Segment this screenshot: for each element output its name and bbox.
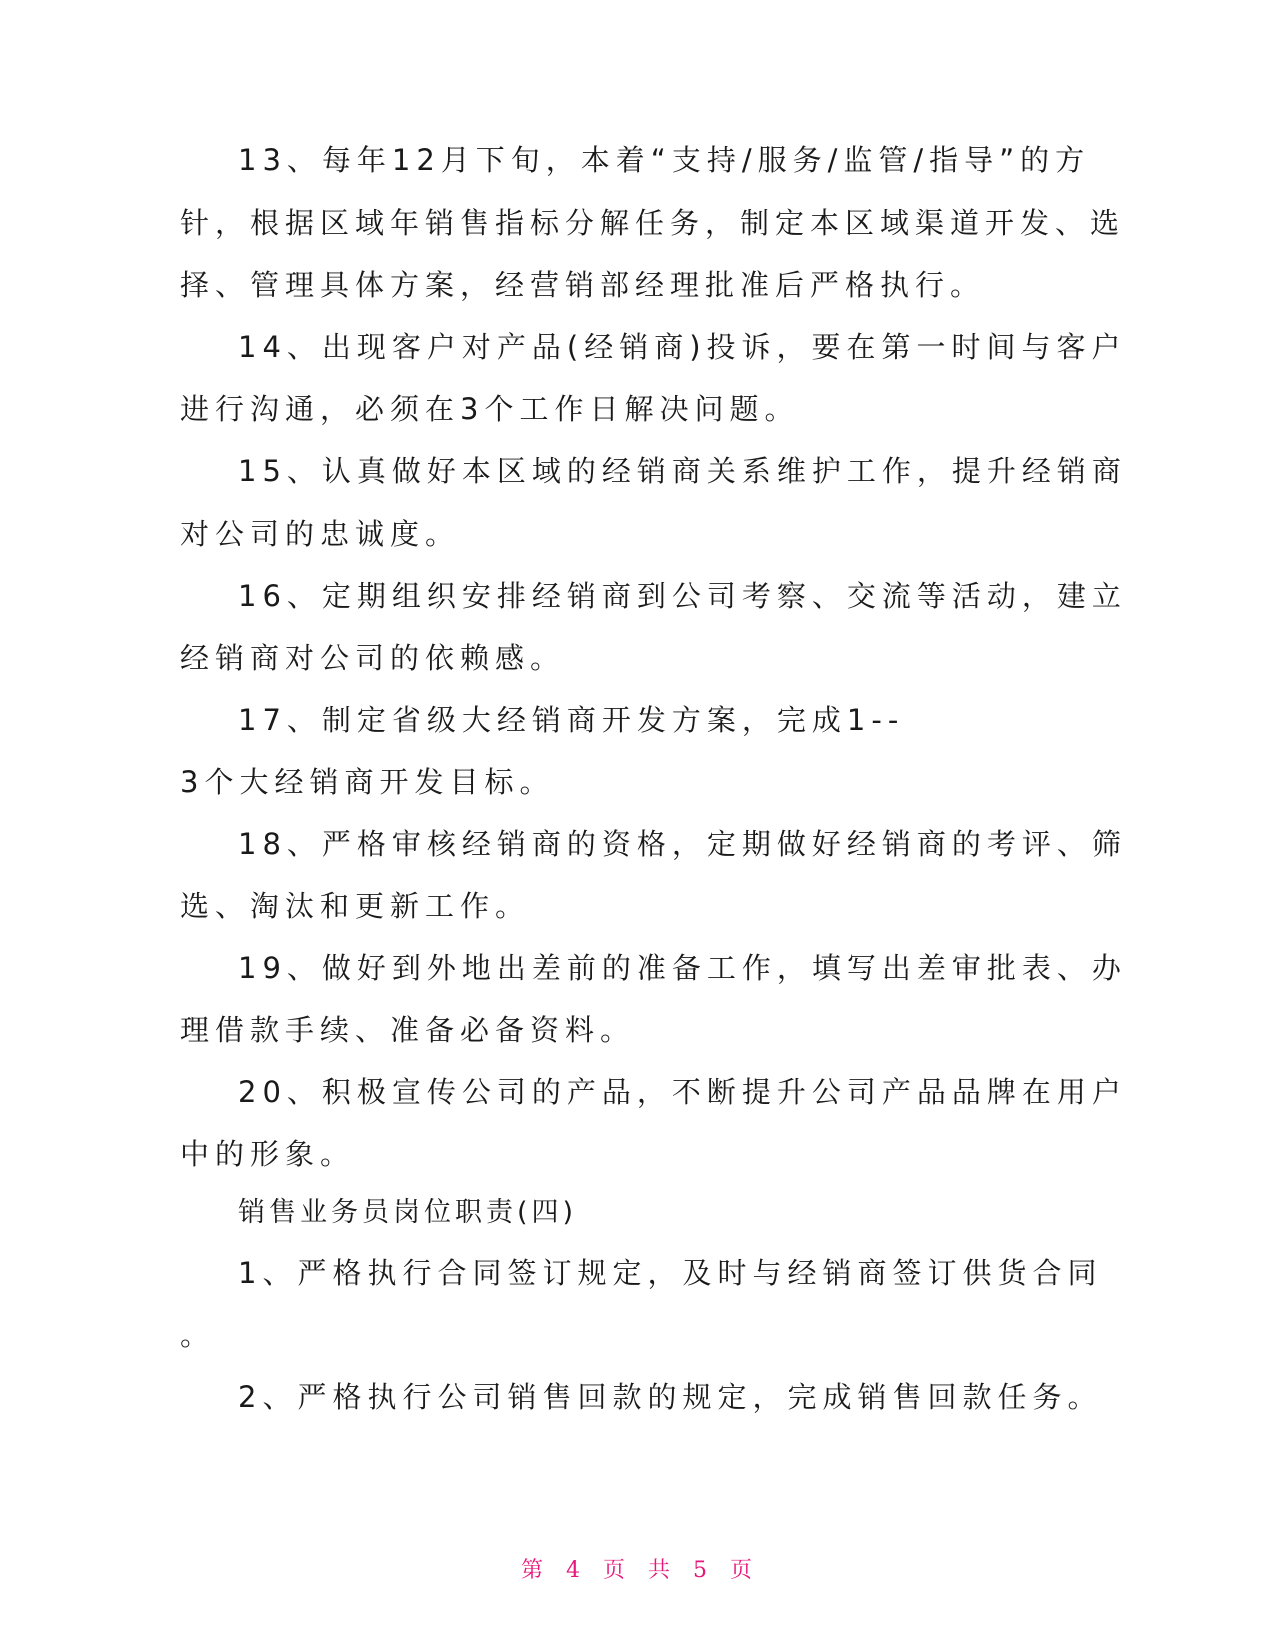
text-line: 1、严格执行合同签订规定，及时与经销商签订供货合同	[238, 1256, 1103, 1290]
footer-label-page: 第	[520, 1558, 545, 1583]
text-line: 。	[180, 1318, 216, 1352]
text-line: 20、积极宣传公司的产品，不断提升公司产品品牌在用户	[238, 1075, 1127, 1109]
text-line: 针，根据区域年销售指标分解任务，制定本区域渠道开发、选	[180, 206, 1126, 240]
text-line: 择、管理具体方案，经营销部经理批准后严格执行。	[180, 268, 986, 302]
text-line: 16、定期组织安排经销商到公司考察、交流等活动，建立	[238, 579, 1127, 613]
footer-total-pages: 5	[693, 1558, 710, 1583]
text-line: 13、每年12月下旬，本着“支持/服务/监管/指导”的方	[238, 143, 1091, 177]
text-line: 3个大经销商开发目标。	[180, 765, 555, 799]
text-line: 19、做好到外地出差前的准备工作，填写出差审批表、办	[238, 951, 1127, 985]
text-line: 18、严格审核经销商的资格，定期做好经销商的考评、筛	[238, 827, 1127, 861]
text-line: 经销商对公司的依赖感。	[180, 641, 566, 675]
footer-label-total: 共	[648, 1558, 673, 1583]
text-line: 15、认真做好本区域的经销商关系维护工作，提升经销商	[238, 454, 1127, 488]
footer-current-page: 4	[565, 1558, 582, 1583]
text-line: 对公司的忠诚度。	[180, 517, 461, 551]
footer-label-unit: 页	[602, 1558, 627, 1583]
text-line: 14、出现客户对产品(经销商)投诉，要在第一时间与客户	[238, 330, 1127, 364]
text-line: 中的形象。	[180, 1137, 356, 1171]
text-line: 理借款手续、准备必备资料。	[180, 1013, 636, 1047]
text-line: 17、制定省级大经销商开发方案，完成1--	[238, 703, 905, 737]
text-line: 选、淘汰和更新工作。	[180, 889, 531, 923]
text-line: 2、严格执行公司销售回款的规定，完成销售回款任务。	[238, 1380, 1103, 1414]
page-footer	[0, 1553, 1275, 1584]
text-line: 进行沟通，必须在3个工作日解决问题。	[180, 392, 800, 426]
footer-label-unit-2: 页	[730, 1558, 755, 1583]
section-heading: 销售业务员岗位职责(四)	[238, 1197, 578, 1228]
